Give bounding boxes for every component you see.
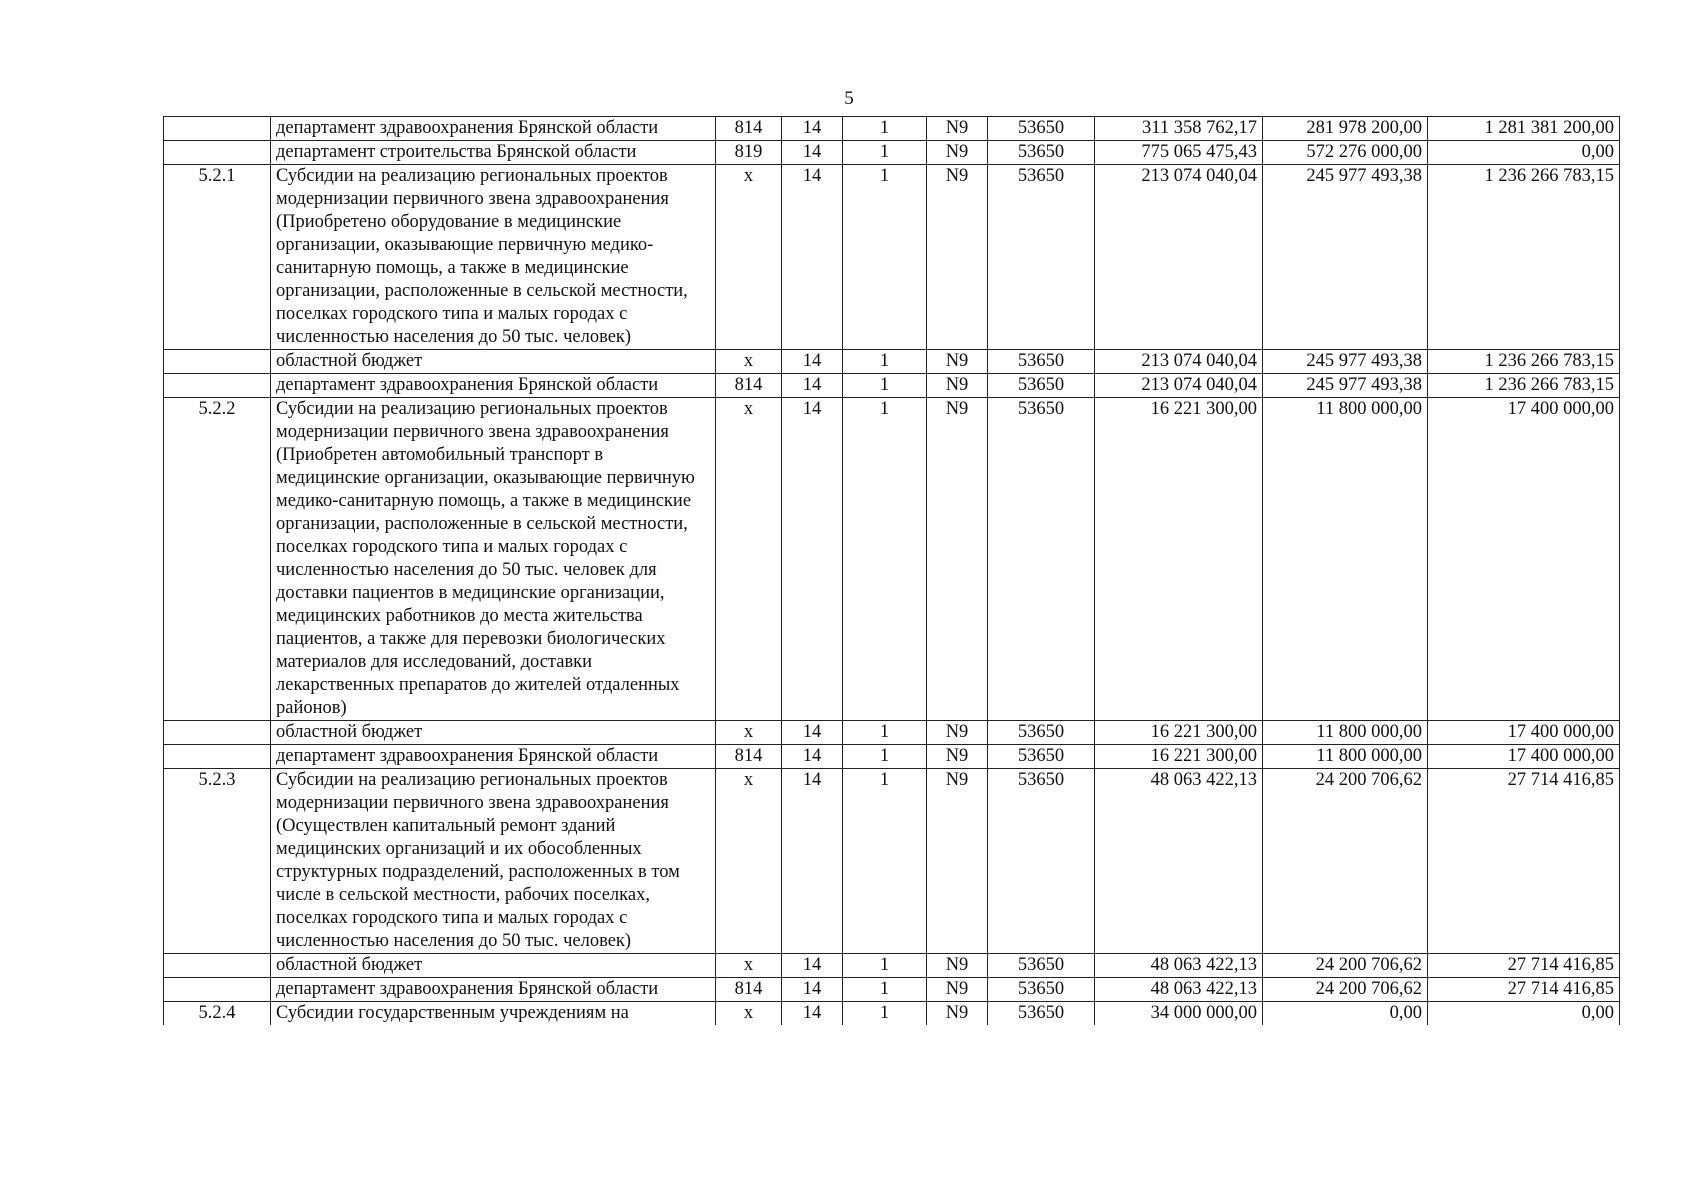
- row-number: 5.2.1: [164, 165, 271, 350]
- row-number: [164, 745, 271, 769]
- section-code: 14: [782, 165, 843, 350]
- expense-code: 53650: [988, 1002, 1095, 1026]
- project-code: N9: [927, 954, 988, 978]
- section-code: 14: [782, 117, 843, 141]
- row-number: [164, 374, 271, 398]
- page-number: 5: [844, 88, 854, 109]
- amount-year-1: 16 221 300,00: [1095, 745, 1263, 769]
- amount-year-1: 34 000 000,00: [1095, 1002, 1263, 1026]
- table-row: [164, 165, 1620, 350]
- grbs-code: 819: [716, 141, 782, 165]
- amount-year-1: 775 065 475,43: [1095, 141, 1263, 165]
- grbs-code: х: [716, 721, 782, 745]
- project-code: N9: [927, 350, 988, 374]
- grbs-code: х: [716, 398, 782, 721]
- grbs-code: 814: [716, 745, 782, 769]
- amount-year-3: 17 400 000,00: [1428, 721, 1620, 745]
- section-code: 14: [782, 721, 843, 745]
- amount-year-3: 1 236 266 783,15: [1428, 165, 1620, 350]
- table-row: [164, 745, 1620, 769]
- row-number: 5.2.4: [164, 1002, 271, 1026]
- subsection-code: 1: [843, 721, 927, 745]
- project-code: N9: [927, 374, 988, 398]
- table-row: [164, 374, 1620, 398]
- amount-year-1: 16 221 300,00: [1095, 721, 1263, 745]
- amount-year-3: 27 714 416,85: [1428, 954, 1620, 978]
- row-number: [164, 954, 271, 978]
- amount-year-2: 245 977 493,38: [1263, 374, 1428, 398]
- grbs-code: 814: [716, 374, 782, 398]
- budget-table-body: [164, 117, 1620, 1026]
- table-row: [164, 721, 1620, 745]
- expense-code: 53650: [988, 165, 1095, 350]
- subsection-code: 1: [843, 978, 927, 1002]
- expense-code: 53650: [988, 769, 1095, 954]
- row-name: Субсидии на реализацию региональных проектов модернизации первичного звена здравоохранения (Приобретено оборудование в медицинские организации, оказывающие первичную медико-санитарную помощь, а также в медицинские организации, расположенные в сельской местности, поселках городского типа и малых городах с численностью населения до 50 тыс. человек): [271, 165, 716, 350]
- amount-year-3: 1 236 266 783,15: [1428, 350, 1620, 374]
- project-code: N9: [927, 745, 988, 769]
- row-name: департамент здравоохранения Брянской области: [271, 978, 716, 1002]
- amount-year-2: 24 200 706,62: [1263, 769, 1428, 954]
- project-code: N9: [927, 721, 988, 745]
- amount-year-3: 27 714 416,85: [1428, 978, 1620, 1002]
- project-code: N9: [927, 141, 988, 165]
- row-number: 5.2.2: [164, 398, 271, 721]
- grbs-code: 814: [716, 117, 782, 141]
- row-number: [164, 117, 271, 141]
- row-name: департамент здравоохранения Брянской области: [271, 117, 716, 141]
- project-code: N9: [927, 978, 988, 1002]
- subsection-code: 1: [843, 745, 927, 769]
- project-code: N9: [927, 398, 988, 721]
- expense-code: 53650: [988, 745, 1095, 769]
- section-code: 14: [782, 398, 843, 721]
- table-row: [164, 978, 1620, 1002]
- expense-code: 53650: [988, 374, 1095, 398]
- amount-year-3: 0,00: [1428, 1002, 1620, 1026]
- amount-year-3: 17 400 000,00: [1428, 398, 1620, 721]
- subsection-code: 1: [843, 117, 927, 141]
- row-name: Субсидии на реализацию региональных проектов модернизации первичного звена здравоохранения (Приобретен автомобильный транспорт в медицинские организации, оказывающие первичную медико-санитарную помощь, а также в медицинские организации, расположенные в сельской местности, поселках городского типа и малых городах с численностью населения до 50 тыс. человек для доставки пациентов в медицинские организации, медицинских работников до места жительства пациентов, а также для перевозки биологических материалов для исследований, доставки лекарственных препаратов до жителей отдаленных районов): [271, 398, 716, 721]
- section-code: 14: [782, 954, 843, 978]
- subsection-code: 1: [843, 398, 927, 721]
- expense-code: 53650: [988, 141, 1095, 165]
- project-code: N9: [927, 769, 988, 954]
- subsection-code: 1: [843, 769, 927, 954]
- amount-year-1: 213 074 040,04: [1095, 350, 1263, 374]
- amount-year-1: 213 074 040,04: [1095, 165, 1263, 350]
- amount-year-2: 11 800 000,00: [1263, 721, 1428, 745]
- row-number: [164, 978, 271, 1002]
- row-name: Субсидии государственным учреждениям на: [271, 1002, 716, 1026]
- expense-code: 53650: [988, 398, 1095, 721]
- row-name: областной бюджет: [271, 721, 716, 745]
- amount-year-2: 24 200 706,62: [1263, 978, 1428, 1002]
- section-code: 14: [782, 978, 843, 1002]
- grbs-code: х: [716, 350, 782, 374]
- amount-year-3: 1 281 381 200,00: [1428, 117, 1620, 141]
- subsection-code: 1: [843, 1002, 927, 1026]
- section-code: 14: [782, 141, 843, 165]
- section-code: 14: [782, 745, 843, 769]
- amount-year-3: 27 714 416,85: [1428, 769, 1620, 954]
- expense-code: 53650: [988, 954, 1095, 978]
- row-name: областной бюджет: [271, 954, 716, 978]
- project-code: N9: [927, 1002, 988, 1026]
- grbs-code: 814: [716, 978, 782, 1002]
- amount-year-2: 572 276 000,00: [1263, 141, 1428, 165]
- table-row: [164, 141, 1620, 165]
- row-name: департамент здравоохранения Брянской области: [271, 374, 716, 398]
- amount-year-2: 0,00: [1263, 1002, 1428, 1026]
- subsection-code: 1: [843, 374, 927, 398]
- amount-year-2: 245 977 493,38: [1263, 165, 1428, 350]
- subsection-code: 1: [843, 165, 927, 350]
- amount-year-2: 11 800 000,00: [1263, 398, 1428, 721]
- expense-code: 53650: [988, 350, 1095, 374]
- section-code: 14: [782, 374, 843, 398]
- amount-year-1: 16 221 300,00: [1095, 398, 1263, 721]
- section-code: 14: [782, 769, 843, 954]
- amount-year-2: 245 977 493,38: [1263, 350, 1428, 374]
- table-row: [164, 769, 1620, 954]
- amount-year-3: 1 236 266 783,15: [1428, 374, 1620, 398]
- table-row: [164, 1002, 1620, 1026]
- amount-year-1: 48 063 422,13: [1095, 769, 1263, 954]
- table-row: [164, 117, 1620, 141]
- amount-year-3: 0,00: [1428, 141, 1620, 165]
- amount-year-1: 48 063 422,13: [1095, 954, 1263, 978]
- expense-code: 53650: [988, 978, 1095, 1002]
- amount-year-2: 281 978 200,00: [1263, 117, 1428, 141]
- project-code: N9: [927, 117, 988, 141]
- row-name: Субсидии на реализацию региональных проектов модернизации первичного звена здравоохранения (Осуществлен капитальный ремонт зданий медицинских организаций и их обособленных структурных подразделений, расположенных в том числе в сельской местности, рабочих поселках, поселках городского типа и малых городах с численностью населения до 50 тыс. человек): [271, 769, 716, 954]
- grbs-code: х: [716, 954, 782, 978]
- row-number: [164, 350, 271, 374]
- amount-year-1: 311 358 762,17: [1095, 117, 1263, 141]
- grbs-code: х: [716, 165, 782, 350]
- subsection-code: 1: [843, 954, 927, 978]
- grbs-code: х: [716, 769, 782, 954]
- budget-table: [163, 116, 1620, 1025]
- table-row: [164, 398, 1620, 721]
- section-code: 14: [782, 1002, 843, 1026]
- amount-year-1: 48 063 422,13: [1095, 978, 1263, 1002]
- amount-year-1: 213 074 040,04: [1095, 374, 1263, 398]
- amount-year-3: 17 400 000,00: [1428, 745, 1620, 769]
- row-name: областной бюджет: [271, 350, 716, 374]
- expense-code: 53650: [988, 117, 1095, 141]
- row-name: департамент строительства Брянской области: [271, 141, 716, 165]
- table-row: [164, 954, 1620, 978]
- project-code: N9: [927, 165, 988, 350]
- section-code: 14: [782, 350, 843, 374]
- grbs-code: х: [716, 1002, 782, 1026]
- amount-year-2: 11 800 000,00: [1263, 745, 1428, 769]
- row-number: [164, 721, 271, 745]
- subsection-code: 1: [843, 350, 927, 374]
- row-number: [164, 141, 271, 165]
- table-row: [164, 350, 1620, 374]
- amount-year-2: 24 200 706,62: [1263, 954, 1428, 978]
- row-number: 5.2.3: [164, 769, 271, 954]
- subsection-code: 1: [843, 141, 927, 165]
- row-name: департамент здравоохранения Брянской области: [271, 745, 716, 769]
- expense-code: 53650: [988, 721, 1095, 745]
